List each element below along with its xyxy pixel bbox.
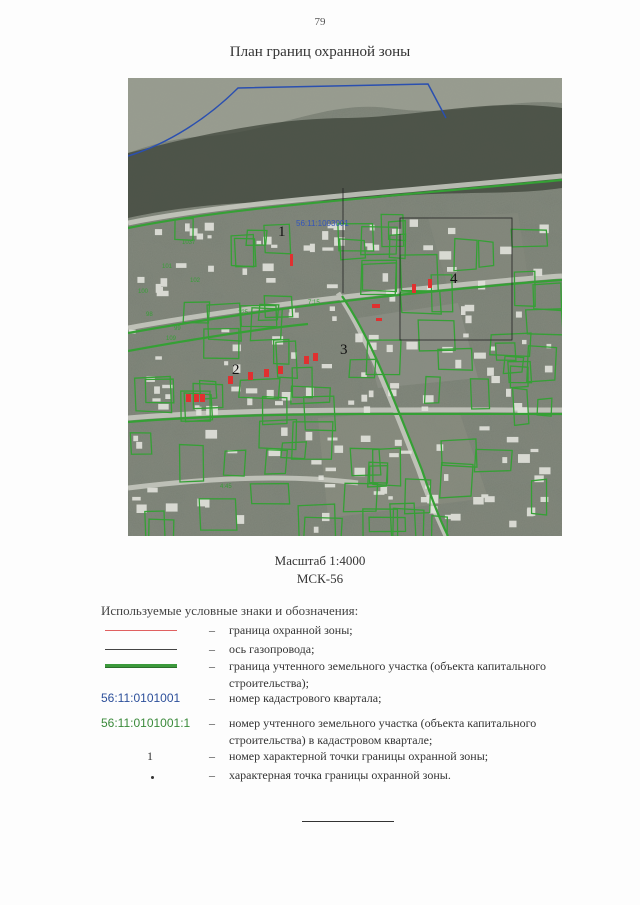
house (311, 460, 321, 464)
house (281, 428, 288, 436)
house (422, 407, 429, 412)
parcel-label: 4:45 (220, 484, 232, 490)
legend-dash: – (209, 659, 215, 673)
scale-text: Масштаб 1:4000 (274, 553, 366, 568)
house (410, 219, 418, 227)
house (531, 449, 539, 452)
house (465, 316, 471, 324)
house (158, 404, 169, 410)
house (439, 251, 451, 259)
house (334, 446, 343, 453)
house (132, 497, 141, 501)
house (221, 329, 229, 332)
house (389, 453, 399, 457)
house (545, 366, 553, 373)
house (534, 475, 543, 482)
house (314, 527, 319, 533)
house (388, 496, 393, 499)
house (133, 436, 138, 442)
house (147, 488, 157, 493)
legend-dash: – (209, 768, 215, 782)
point-number-sample: 1 (147, 749, 153, 763)
quarter-number-sample: 56:11:0101001 (101, 691, 181, 705)
point-label-1: 1 (278, 224, 286, 240)
house (522, 340, 527, 344)
house (506, 389, 511, 397)
house (487, 368, 494, 376)
house (136, 442, 142, 449)
legend-dash: – (209, 749, 215, 763)
parcel-number-sample: 56:11:0101001:1 (101, 716, 191, 730)
house (319, 475, 324, 480)
house (154, 386, 160, 393)
house (176, 263, 187, 268)
legend-text: граница охранной зоны; (229, 623, 353, 637)
parcel-label: 109 (166, 336, 177, 342)
house (355, 334, 362, 343)
house (465, 305, 475, 312)
point-symbol (151, 776, 154, 779)
house (451, 514, 461, 521)
black-line-symbol (105, 649, 177, 650)
quarter-label: 56:11:1003001 (296, 219, 349, 228)
map-image (128, 78, 562, 536)
house (332, 316, 337, 321)
house (387, 345, 393, 352)
crs-text: МСК-56 (296, 571, 344, 586)
house (322, 247, 333, 250)
house (237, 515, 245, 524)
scale-block (0, 552, 640, 588)
house (518, 407, 529, 414)
parcel-label: 102 (190, 278, 201, 284)
house (491, 376, 500, 383)
red-line-symbol (105, 630, 177, 631)
house (205, 223, 214, 231)
house (516, 312, 522, 318)
house (395, 440, 402, 446)
legend-text: номер кадастрового квартала; (229, 691, 382, 705)
parcel-label: 1037 (182, 240, 196, 246)
house (208, 266, 214, 272)
parcel-label: 99 (174, 326, 181, 332)
footer-rule (302, 821, 394, 822)
house (527, 509, 534, 517)
house (474, 353, 486, 359)
house (502, 457, 507, 463)
house (541, 497, 549, 502)
house (166, 503, 178, 511)
house (539, 467, 550, 474)
house (421, 497, 430, 502)
legend-heading: Используемые условные знаки и обозначения: (101, 603, 359, 618)
house (155, 229, 162, 235)
house (330, 306, 335, 311)
house (266, 278, 275, 283)
house (263, 264, 274, 272)
house (369, 391, 374, 398)
house (257, 241, 262, 244)
house (509, 521, 516, 528)
house (507, 437, 519, 443)
legend-text: ось газопровода; (229, 642, 315, 656)
legend-dash: – (209, 642, 215, 656)
house (161, 278, 168, 287)
house (361, 395, 367, 402)
legend-text: номер характерной точки границы охранной зоны; (229, 749, 489, 763)
house (224, 361, 228, 365)
house (380, 486, 387, 494)
point-label-2: 2 (232, 362, 240, 378)
house (306, 432, 313, 441)
legend-text: номер учтенного земельного участка (объекта капитального строительства) в кадастровом квартале; (229, 716, 537, 747)
house (327, 284, 338, 288)
page-number: 79 (314, 16, 326, 28)
house (364, 406, 370, 413)
house (137, 277, 144, 283)
house (326, 468, 337, 472)
house (233, 345, 241, 352)
house (325, 484, 335, 487)
green-line-symbol (105, 664, 177, 668)
legend-text: граница учтенного земельного участка (объекта капитального строительства); (229, 659, 547, 690)
legend-dash: – (209, 691, 215, 705)
house (448, 228, 455, 234)
house (500, 247, 512, 255)
house (322, 231, 328, 240)
point-label-4: 4 (450, 271, 458, 287)
house (322, 513, 330, 521)
house (455, 360, 461, 369)
parcel-label: 101 (162, 264, 173, 270)
house (361, 436, 371, 442)
house (205, 430, 217, 439)
parcel-label: 98 (146, 312, 153, 318)
page-title: План границ охранной зоны (229, 44, 411, 60)
house (463, 334, 469, 338)
house (152, 398, 160, 401)
house (518, 454, 530, 463)
house (243, 268, 248, 275)
parcel-label: 7:15 (308, 300, 320, 306)
house (271, 245, 277, 248)
house (406, 342, 417, 350)
house (155, 356, 162, 359)
house (348, 401, 354, 405)
parcel-label: 125 (238, 310, 249, 316)
house (473, 497, 484, 505)
house (390, 383, 399, 388)
house (246, 388, 257, 393)
house (540, 225, 549, 234)
house (208, 235, 212, 238)
house (479, 426, 489, 430)
house (304, 245, 315, 250)
parcel-label: 100 (138, 289, 149, 295)
house (478, 281, 485, 290)
point-label-3: 3 (340, 342, 348, 358)
legend-text: характерная точка границы охранной зоны. (229, 768, 451, 782)
house (444, 474, 448, 481)
house (185, 223, 190, 231)
house (485, 496, 495, 502)
house (401, 451, 412, 454)
house (383, 273, 389, 282)
house (157, 287, 163, 294)
house (322, 364, 332, 368)
legend-dash: – (209, 716, 215, 730)
legend-dash: – (209, 623, 215, 637)
house (423, 245, 433, 250)
house (437, 444, 444, 451)
house (275, 401, 283, 405)
